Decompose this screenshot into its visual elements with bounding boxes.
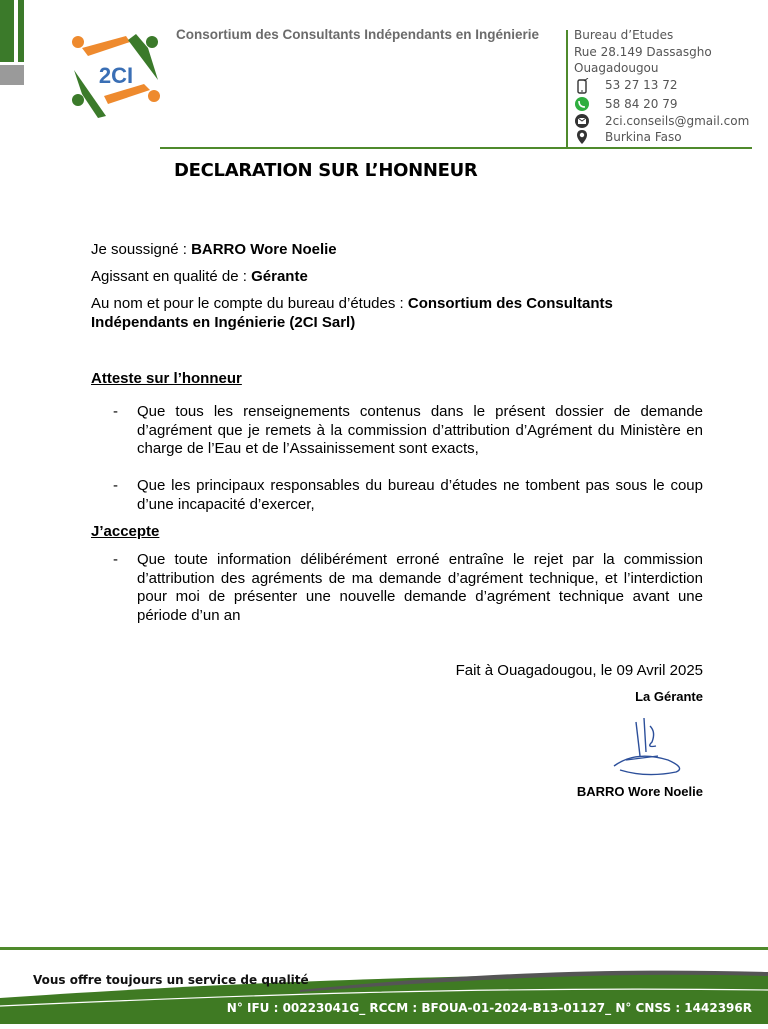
document-title: DECLARATION SUR L’HONNEUR xyxy=(174,160,478,181)
contact-whatsapp: 58 84 20 79 xyxy=(605,97,678,111)
attest-bullet-2: - xyxy=(113,477,118,494)
accept-heading: J’accepte xyxy=(91,523,160,540)
attest-item-2: Que les principaux responsables du bureau d’études ne tombent pas sous le coup d’une incapacité d’exercer, xyxy=(137,477,703,513)
footer-legal-info: N° IFU : 00223041G_ RCCM : BFOUA-01-2024-B13-01127_ N° CNSS : 1442396R xyxy=(226,1001,752,1015)
contact-divider xyxy=(566,30,568,147)
company-value-2: Indépendants en Ingénierie (2CI Sarl) xyxy=(91,314,356,331)
capacity-line xyxy=(91,268,308,285)
whatsapp-icon xyxy=(574,96,590,112)
signer-name: BARRO Wore Noelie xyxy=(576,784,703,799)
place-and-date: Fait à Ouagadougou, le 09 Avril 2025 xyxy=(455,662,703,679)
contact-phone: 53 27 13 72 xyxy=(605,78,678,92)
company-logo xyxy=(66,30,166,120)
email-icon xyxy=(574,113,590,129)
accept-item-1: Que toute information délibérément erroné entraîne le rejet par la commission d’attribution des agréments de ma demande d’agrément technique, et l’interdiction pour moi de présenter une nouvelle demande d’agrément technique avant une période d’un an xyxy=(137,551,703,624)
contact-line-city: Ouagadougou xyxy=(574,61,659,75)
footer-tagline: Vous offre toujours un service de qualité xyxy=(33,973,309,987)
capacity-label: Agissant en qualité de : xyxy=(91,268,252,285)
header-accent-bar xyxy=(0,0,24,62)
mobile-phone-icon xyxy=(574,78,590,94)
contact-line-address: Rue 28.149 Dassasgho xyxy=(574,45,712,59)
accept-bullet-1: - xyxy=(113,551,118,568)
header-divider xyxy=(160,147,752,149)
attest-bullet-1: - xyxy=(113,403,118,420)
capacity-value: Gérante xyxy=(251,268,308,285)
contact-country: Burkina Faso xyxy=(605,130,682,144)
company-line xyxy=(91,295,613,312)
contact-email: 2ci.conseils@gmail.com xyxy=(605,114,750,128)
header-accent-grey-bar xyxy=(0,65,24,85)
signatory-label: Je soussigné : xyxy=(91,241,192,258)
signatory-line xyxy=(91,241,337,258)
logo-text: 2CI xyxy=(98,63,134,88)
signer-role: La Gérante xyxy=(635,689,703,704)
organization-name: Consortium des Consultants Indépendants en Ingénierie xyxy=(176,27,540,42)
attest-item-1: Que tous les renseignements contenus dans le présent dossier de demande d’agrément que je remets à la commission d’attribution d’Agrément du Ministère en charge de l’Eau et de l’Assainissement sont exacts, xyxy=(137,403,703,457)
header-accent-stripe xyxy=(14,0,18,62)
attest-heading: Atteste sur l’honneur xyxy=(91,370,242,387)
contact-line-bureau: Bureau d’Etudes xyxy=(574,28,674,42)
location-pin-icon xyxy=(574,129,590,145)
signatory-name: BARRO Wore Noelie xyxy=(191,241,337,258)
company-label: Au nom et pour le compte du bureau d’études : xyxy=(91,295,408,312)
company-value-1: Consortium des Consultants xyxy=(407,295,613,312)
handwritten-signature xyxy=(606,712,690,778)
